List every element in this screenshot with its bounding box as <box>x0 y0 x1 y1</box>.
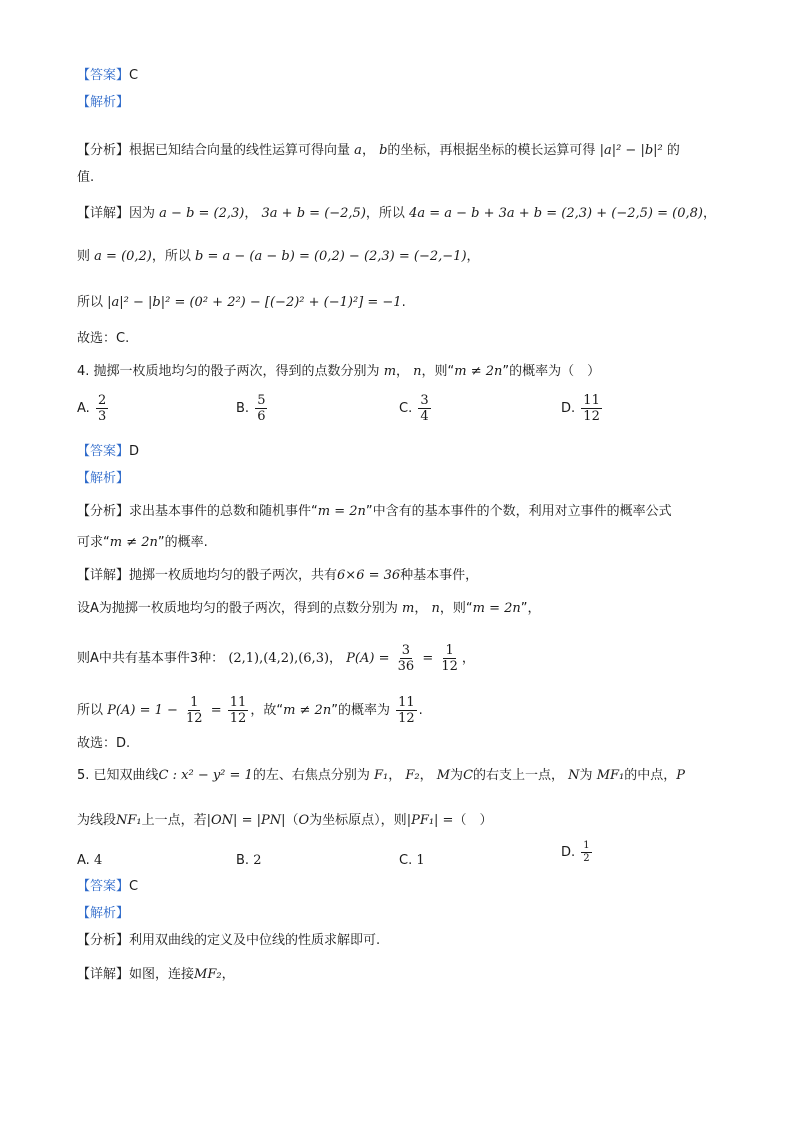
text: 的右支上一点， <box>473 768 565 783</box>
answer-label: 【答案】 <box>77 444 130 459</box>
var-m: m <box>383 364 397 379</box>
text: ”中含有的基本事件的个数，利用对立事件的概率公式 <box>365 504 672 519</box>
text: 抛掷一枚质地均匀的骰子两次，共有 <box>129 568 338 583</box>
text: 所以 <box>77 295 104 310</box>
formula: (2,1),(4,2),(6,3) <box>228 651 330 666</box>
text: 上一点，若 <box>141 813 207 828</box>
q5-option-a <box>77 853 102 868</box>
answer-label: 【答案】 <box>77 879 130 894</box>
xiangjie-label: 【详解】 <box>77 568 130 583</box>
q3-detail-line-3: 所以 |a|² − |b|² = (0² + 2²) − [(−2)² + (−1)²] = −1. <box>77 295 406 310</box>
text: ，故“ <box>250 703 284 718</box>
var-n: n <box>413 364 422 379</box>
jiexi-label: 【解析】 <box>77 906 130 921</box>
text: ”的概率为 <box>331 703 390 718</box>
q5-answer-line <box>77 877 138 897</box>
q4-stem: 4. 抛掷一枚质地均匀的骰子两次，得到的点数分别为 m， n，则“m ≠ 2n”的概率为（ ） <box>77 364 601 379</box>
fraction <box>228 695 249 726</box>
answer-label: 【答案】 <box>77 68 130 83</box>
text: 利用双曲线的定义及中位线的性质求解即可. <box>129 933 381 948</box>
equals-sign: = <box>422 651 434 666</box>
denominator: 36 <box>397 659 415 674</box>
q3-jiexi-line <box>77 93 129 113</box>
var-f2: F₂ <box>405 768 420 783</box>
text: 5. 已知双曲线 <box>77 768 159 783</box>
text: 则A中共有基本事件3种： <box>77 651 225 666</box>
fraction <box>581 393 602 424</box>
answer-value: D <box>129 444 140 459</box>
text: 所以 <box>77 703 104 718</box>
var-o: O <box>298 813 310 828</box>
fraction <box>96 393 108 424</box>
q5-detail-line-1 <box>77 965 235 985</box>
formula: |ON| = |PN| <box>206 813 286 828</box>
text: 为 <box>579 768 593 783</box>
formula: m ≠ 2n <box>454 364 503 379</box>
text: 根据已知结合向量的线性运算可得向量 <box>129 143 351 158</box>
numerator: 1 <box>190 695 199 710</box>
q4-fenxi-line-1 <box>77 502 672 522</box>
denominator: 6 <box>257 409 266 424</box>
text: 的中点， <box>624 768 677 783</box>
text: ”的概率. <box>157 535 208 550</box>
denominator: 12 <box>398 711 415 726</box>
option-value: 2 <box>253 853 262 868</box>
q4-choose-line <box>77 734 130 754</box>
text: 为 <box>450 768 464 783</box>
q4-detail-line-3: 则A中共有基本事件3种： (2,1),(4,2),(6,3)， P(A) = $\frac{3}{36}$ = $\frac{1}{12}$ ， <box>77 643 475 674</box>
denominator: 12 <box>229 711 247 726</box>
fraction <box>418 393 430 424</box>
q4-fenxi-line-2 <box>77 533 208 553</box>
jiexi-label: 【解析】 <box>77 95 130 110</box>
formula: 4a = a − b + 3a + b = (2,3) + (−2,5) = (0,8) <box>409 206 703 221</box>
text: 为线段 <box>77 813 117 828</box>
text: 故选：C. <box>77 331 130 346</box>
formula: b = a − (a − b) = (0,2) − (2,3) = (−2,−1) <box>195 249 467 264</box>
option-value: 4 <box>93 853 103 868</box>
text: 设A为抛掷一枚质地均匀的骰子两次，得到的点数分别为 <box>77 601 398 616</box>
answer-value: C <box>129 879 139 894</box>
q5-fenxi-line <box>77 931 380 951</box>
fraction <box>439 643 460 674</box>
formula: |a|² − |b|² <box>599 143 663 158</box>
q5-stem-line-1: 5. 已知双曲线C : x² − y² = 1的左、右焦点分别为 F₁， F₂， M为C的右支上一点， N为 MF₁的中点，P <box>77 768 686 783</box>
option-label: D. <box>561 401 576 416</box>
q4-detail-line-2: 设A为抛掷一枚质地均匀的骰子两次，得到的点数分别为 m， n，则“m = 2n”， <box>77 601 541 616</box>
text: ，则“ <box>439 601 473 616</box>
text: ”， <box>520 601 541 616</box>
formula: P(A) = <box>346 651 390 666</box>
formula: |a|² − |b|² = (0² + 2²) − [(−2)² + (−1)²] = −1 <box>107 295 402 310</box>
option-label: C. <box>399 401 413 416</box>
numerator: 11 <box>229 695 247 710</box>
q3-choose-line <box>77 329 129 349</box>
formula: P(A) = 1 − <box>107 703 178 718</box>
var-n: n <box>431 601 440 616</box>
var-nf1: NF₁ <box>116 813 142 828</box>
text: ，则“ <box>421 364 455 379</box>
text: 求出基本事件的总数和随机事件“ <box>129 504 318 519</box>
var-f1: F₁ <box>373 768 389 783</box>
fraction <box>184 695 205 726</box>
denominator: 4 <box>420 409 429 424</box>
text: 的左、右焦点分别为 <box>252 768 370 783</box>
var-c: C <box>463 768 474 783</box>
q3-detail-line-1: 【详解】因为 a − b = (2,3)， 3a + b = (−2,5)，所以 4a = a − b + 3a + b = (2,3) + (−2,5) = (0,8)， <box>77 206 716 221</box>
option-label: B. <box>236 853 250 868</box>
fenxi-label: 【分析】 <box>77 504 130 519</box>
q3-detail-line-2: 则 a = (0,2)，所以 b = a − (a − b) = (0,2) − (2,3) = (−2,−1)， <box>77 249 480 264</box>
option-label: A. <box>77 401 90 416</box>
option-label: D. <box>561 845 576 860</box>
numerator: 1 <box>583 840 590 851</box>
text: 为坐标原点），则 <box>309 813 407 828</box>
text: 的 <box>666 143 680 158</box>
vector-a: a <box>354 143 362 158</box>
fenxi-label: 【分析】 <box>77 933 130 948</box>
fraction <box>396 643 417 674</box>
var-n-point: N <box>568 768 580 783</box>
vector-b: b <box>379 143 388 158</box>
option-value: 1 <box>416 853 425 868</box>
fenxi-label: 【分析】 <box>77 143 130 158</box>
q5-jiexi-line <box>77 904 129 924</box>
formula: C : x² − y² = 1 <box>158 768 253 783</box>
option-label: B. <box>236 401 250 416</box>
q4-answer-line <box>77 442 139 462</box>
xiangjie-label: 【详解】 <box>77 206 130 221</box>
denominator: 12 <box>583 409 600 424</box>
answer-value: C <box>129 68 139 83</box>
text: 故选：D. <box>77 736 131 751</box>
q4-jiexi-line <box>77 469 129 489</box>
q4-detail-line-4: 所以 P(A) = 1 − $\frac{1}{12}$ = $\frac{11}{12}$ ，故“m ≠ 2n”的概率为 $\frac{11}{12}$ . <box>77 695 423 726</box>
q3-fenxi-line: 【分析】根据已知结合向量的线性运算可得向量 a， b的坐标，再根据坐标的模长运算可得 |a|² − |b|² 的 <box>77 143 680 158</box>
denominator: 12 <box>441 659 458 674</box>
denominator: 2 <box>583 853 590 864</box>
var-mf2: MF₂ <box>194 967 222 982</box>
numerator: 3 <box>401 643 411 658</box>
var-p: P <box>676 768 686 783</box>
var-mf1: MF₁ <box>596 768 625 783</box>
q5-stem-line-2 <box>77 811 492 831</box>
text: 值. <box>77 170 95 185</box>
formula: m ≠ 2n <box>283 703 332 718</box>
equals-sign: = <box>210 703 222 718</box>
text: 的坐标，再根据坐标的模长运算可得 <box>387 143 596 158</box>
q5-option-d <box>561 840 594 865</box>
numerator: 3 <box>420 393 429 408</box>
formula: 3a + b = (−2,5) <box>261 206 366 221</box>
text: 因为 <box>129 206 156 221</box>
q3-fenxi-line-2 <box>77 168 94 188</box>
fraction <box>581 840 591 865</box>
text: （ <box>285 813 299 828</box>
formula: m = 2n <box>472 601 521 616</box>
q4-option-c <box>399 393 433 424</box>
formula: |PF₁| = <box>406 813 454 828</box>
text: ， <box>221 967 235 982</box>
option-label: C. <box>399 853 413 868</box>
formula: a − b = (2,3) <box>159 206 245 221</box>
denominator: 12 <box>186 711 203 726</box>
q5-option-c <box>399 853 425 868</box>
q5-option-b <box>236 853 261 868</box>
formula: a = (0,2) <box>94 249 152 264</box>
q3-answer-line <box>77 66 138 86</box>
q4-option-b <box>236 393 269 424</box>
numerator: 11 <box>398 695 415 710</box>
xiangjie-label: 【详解】 <box>77 967 130 982</box>
q4-detail-line-1 <box>77 566 478 586</box>
numerator: 5 <box>257 393 266 408</box>
q4-option-a <box>77 393 110 424</box>
formula: m = 2n <box>317 504 366 519</box>
text: 可求“ <box>77 535 110 550</box>
numerator: 1 <box>445 643 454 658</box>
q4-option-d <box>561 393 604 424</box>
formula: m ≠ 2n <box>109 535 158 550</box>
jiexi-label: 【解析】 <box>77 471 130 486</box>
var-m: m <box>402 601 415 616</box>
text: 则 <box>77 249 91 264</box>
numerator: 2 <box>97 393 107 408</box>
fraction <box>255 393 267 424</box>
text: （ ） <box>453 813 493 828</box>
formula: 6×6 = 36 <box>337 568 401 583</box>
var-m-point: M <box>436 768 451 783</box>
numerator: 11 <box>583 393 600 408</box>
text: ”的概率为（ ） <box>502 364 601 379</box>
text: 4. 抛掷一枚质地均匀的骰子两次，得到的点数分别为 <box>77 364 380 379</box>
denominator: 3 <box>97 409 107 424</box>
text: ，所以 <box>365 206 405 221</box>
text: ，所以 <box>151 249 191 264</box>
fraction <box>396 695 417 726</box>
text: 种基本事件， <box>400 568 479 583</box>
text: 如图，连接 <box>129 967 195 982</box>
option-label: A. <box>77 853 90 868</box>
